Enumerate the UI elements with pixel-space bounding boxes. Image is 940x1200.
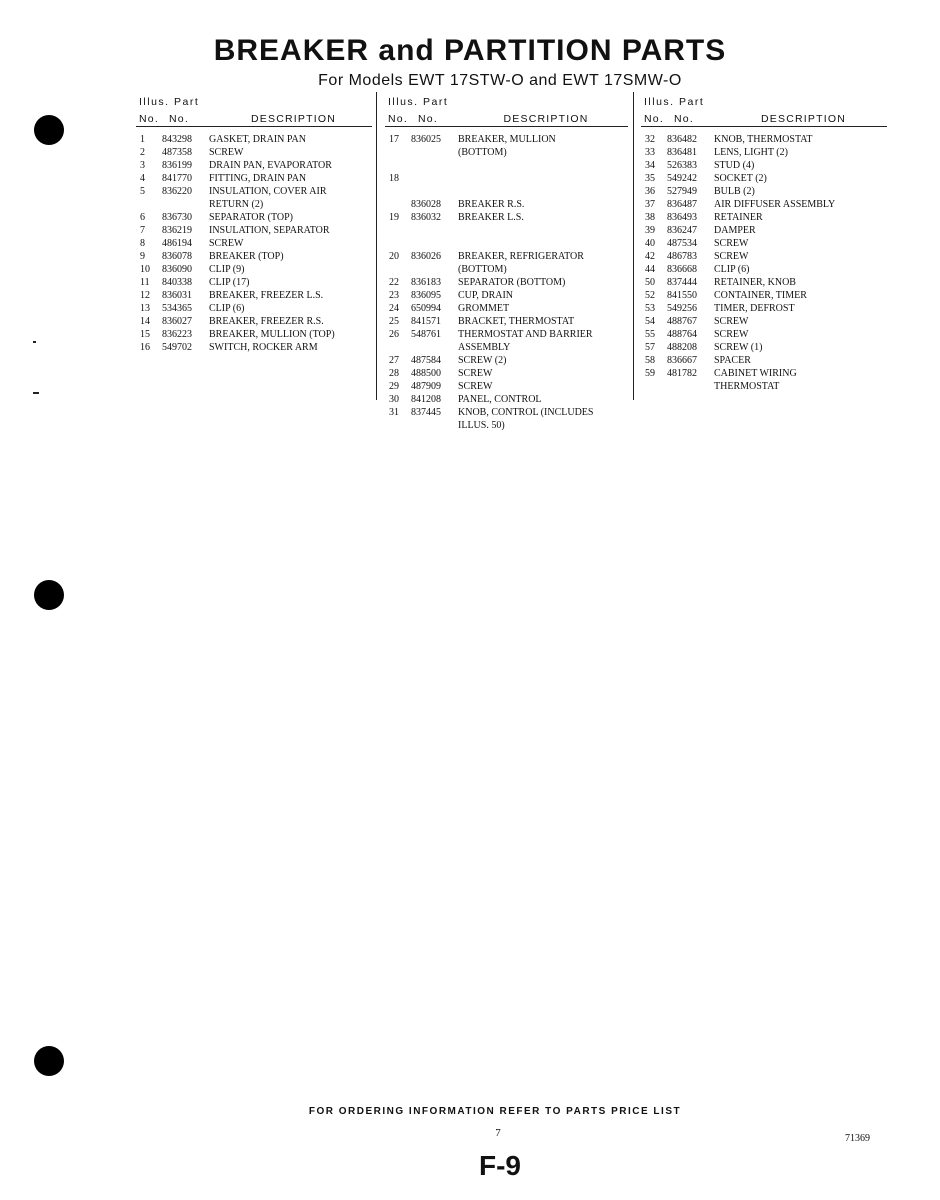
table-row <box>385 289 628 302</box>
table-row <box>641 367 887 380</box>
table-row <box>385 146 628 159</box>
part-description: ASSEMBLY <box>458 342 511 353</box>
illus-number: 3 <box>140 160 145 171</box>
table-row <box>385 211 628 224</box>
table-row <box>385 250 628 263</box>
illus-number <box>385 419 411 432</box>
table-row <box>136 185 372 198</box>
part-number: 836078 <box>162 251 192 262</box>
part-number <box>411 159 458 172</box>
part-description: SCREW <box>209 238 244 249</box>
illus-number: 27 <box>389 355 399 366</box>
part-number: 837444 <box>667 277 697 288</box>
part-description: BREAKER, MULLION <box>458 134 556 145</box>
illus-number <box>385 198 411 211</box>
table-row <box>136 250 372 263</box>
table-row <box>641 224 887 237</box>
header-illus-no: No. <box>644 113 664 125</box>
table-row <box>136 133 372 146</box>
part-description: KNOB, CONTROL (INCLUDES <box>458 407 594 418</box>
part-description: INSULATION, SEPARATOR <box>209 225 330 236</box>
part-number: 836482 <box>667 134 697 145</box>
part-number: 837445 <box>411 407 441 418</box>
header-description: DESCRIPTION <box>761 113 846 125</box>
part-number: 836199 <box>162 160 192 171</box>
table-row <box>641 211 887 224</box>
table-row <box>385 328 628 341</box>
parts-column-2 <box>385 96 628 431</box>
part-number: 527949 <box>667 186 697 197</box>
column-header <box>385 109 628 127</box>
illus-number: 1 <box>140 134 145 145</box>
part-number: 836183 <box>411 277 441 288</box>
part-number: 836730 <box>162 212 192 223</box>
part-number <box>411 237 458 250</box>
table-row <box>641 328 887 341</box>
table-row <box>136 263 372 276</box>
illus-number: 30 <box>389 394 399 405</box>
parts-column-3 <box>641 96 887 401</box>
illus-number: 53 <box>645 303 655 314</box>
table-row <box>136 302 372 315</box>
illus-number <box>641 380 667 393</box>
table-row <box>385 263 628 276</box>
illus-number: 5 <box>140 186 145 197</box>
part-number: 548761 <box>411 329 441 340</box>
part-description: SWITCH, ROCKER ARM <box>209 342 318 353</box>
table-row <box>641 276 887 289</box>
table-row <box>641 146 887 159</box>
part-description: PANEL, CONTROL <box>458 394 542 405</box>
illus-number: 4 <box>140 173 145 184</box>
models-subtitle: For Models EWT 17STW-O and EWT 17SMW-O <box>318 72 682 89</box>
part-description: STUD (4) <box>714 160 755 171</box>
illus-number: 35 <box>645 173 655 184</box>
header-part-no: No. <box>418 113 438 125</box>
part-number: 841571 <box>411 316 441 327</box>
illus-number <box>385 263 411 276</box>
illus-number: 40 <box>645 238 655 249</box>
part-description: SCREW (1) <box>714 342 763 353</box>
illus-number <box>385 185 411 198</box>
part-description: BREAKER L.S. <box>458 212 524 223</box>
table-row <box>136 224 372 237</box>
binder-hole-middle <box>34 580 64 610</box>
table-row <box>385 159 628 172</box>
column-header-illus-part: Illus. Part <box>644 96 705 108</box>
part-number: 487909 <box>411 381 441 392</box>
table-row <box>385 172 628 185</box>
part-description <box>458 185 628 198</box>
illus-number: 36 <box>645 186 655 197</box>
illus-number: 8 <box>140 238 145 249</box>
part-number: 488767 <box>667 316 697 327</box>
illus-number: 6 <box>140 212 145 223</box>
header-part-no: No. <box>169 113 189 125</box>
table-row <box>385 315 628 328</box>
part-number: 549256 <box>667 303 697 314</box>
illus-number: 52 <box>645 290 655 301</box>
part-number: 841770 <box>162 173 192 184</box>
part-number: 650994 <box>411 303 441 314</box>
binder-hole-top <box>34 115 64 145</box>
part-number: 840338 <box>162 277 192 288</box>
part-description: TIMER, DEFROST <box>714 303 795 314</box>
illus-number: 50 <box>645 277 655 288</box>
table-row <box>641 354 887 367</box>
part-number <box>411 419 458 432</box>
table-row <box>641 302 887 315</box>
table-row <box>641 289 887 302</box>
part-description: SEPARATOR (TOP) <box>209 212 294 223</box>
illus-number: 59 <box>645 368 655 379</box>
part-number: 486783 <box>667 251 697 262</box>
table-row <box>136 159 372 172</box>
part-number: 481782 <box>667 368 697 379</box>
ordering-note: FOR ORDERING INFORMATION REFER TO PARTS PRICE LIST <box>308 1106 682 1117</box>
table-row <box>641 237 887 250</box>
part-number: 836032 <box>411 212 441 223</box>
binder-hole-bottom <box>34 1046 64 1076</box>
table-row <box>641 185 887 198</box>
part-number: 836220 <box>162 186 192 197</box>
part-description <box>458 224 628 237</box>
illus-number: 44 <box>645 264 655 275</box>
part-description: SCREW <box>714 238 749 249</box>
part-description: BREAKER (TOP) <box>209 251 284 262</box>
part-number: 486194 <box>162 238 192 249</box>
part-number <box>411 172 458 185</box>
illus-number: 23 <box>389 290 399 301</box>
part-description: FITTING, DRAIN PAN <box>209 173 307 184</box>
illus-number: 33 <box>645 147 655 158</box>
part-description: KNOB, THERMOSTAT <box>714 134 813 145</box>
table-row <box>385 198 628 211</box>
parts-rows <box>136 133 372 354</box>
illus-number: 54 <box>645 316 655 327</box>
table-row <box>136 146 372 159</box>
table-row <box>641 250 887 263</box>
illus-number: 15 <box>140 329 150 340</box>
table-row <box>641 263 887 276</box>
part-description: SOCKET (2) <box>714 173 767 184</box>
part-number: 836219 <box>162 225 192 236</box>
part-description: CUP, DRAIN <box>458 290 514 301</box>
illus-number: 58 <box>645 355 655 366</box>
part-description: GASKET, DRAIN PAN <box>209 134 306 145</box>
part-description: BRACKET, THERMOSTAT <box>458 316 575 327</box>
part-number: 836027 <box>162 316 192 327</box>
part-description: AIR DIFFUSER ASSEMBLY <box>714 199 836 210</box>
part-description: SCREW <box>458 368 493 379</box>
part-description <box>458 237 628 250</box>
table-row <box>641 159 887 172</box>
part-description: CABINET WIRING <box>714 368 797 379</box>
illus-number: 25 <box>389 316 399 327</box>
parts-rows <box>385 133 628 432</box>
table-row <box>385 224 628 237</box>
part-number: 836487 <box>667 199 697 210</box>
illus-number: 7 <box>140 225 145 236</box>
table-row <box>136 289 372 302</box>
part-description: BREAKER, REFRIGERATOR <box>458 251 584 262</box>
illus-number: 12 <box>140 290 150 301</box>
part-number <box>411 341 458 354</box>
illus-number: 20 <box>389 251 399 262</box>
illus-number: 29 <box>389 381 399 392</box>
illus-number: 34 <box>645 160 655 171</box>
part-number: 836095 <box>411 290 441 301</box>
illus-number <box>385 146 411 159</box>
part-description: DAMPER <box>714 225 756 236</box>
part-description: SCREW <box>458 381 493 392</box>
part-description: CLIP (6) <box>714 264 750 275</box>
header-description: DESCRIPTION <box>503 113 589 125</box>
part-number: 488764 <box>667 329 697 340</box>
column-divider <box>633 92 634 400</box>
header-illus-no: No. <box>388 113 408 125</box>
margin-mark <box>33 341 36 343</box>
illus-number: 38 <box>645 212 655 223</box>
table-row <box>385 237 628 250</box>
part-description: THERMOSTAT AND BARRIER <box>458 329 593 340</box>
part-description: RETAINER <box>714 212 763 223</box>
part-number <box>162 198 209 211</box>
part-number: 836481 <box>667 147 697 158</box>
header-part-no: No. <box>674 113 694 125</box>
part-number: 488208 <box>667 342 697 353</box>
part-number <box>411 224 458 237</box>
part-description: INSULATION, COVER AIR <box>209 186 327 197</box>
part-number: 487584 <box>411 355 441 366</box>
illus-number: 37 <box>645 199 655 210</box>
part-number: 549702 <box>162 342 192 353</box>
part-description <box>458 172 628 185</box>
table-row <box>641 341 887 354</box>
parts-rows <box>641 133 887 393</box>
part-description: (BOTTOM) <box>458 264 507 275</box>
table-row <box>136 198 372 211</box>
part-description: SCREW <box>714 316 749 327</box>
table-row <box>136 328 372 341</box>
part-description: RETURN (2) <box>209 199 264 210</box>
part-number: 836090 <box>162 264 192 275</box>
table-row <box>385 276 628 289</box>
table-row <box>385 185 628 198</box>
illus-number: 39 <box>645 225 655 236</box>
table-row <box>136 237 372 250</box>
table-row <box>641 380 887 393</box>
illus-number: 55 <box>645 329 655 340</box>
part-description: SPACER <box>714 355 751 366</box>
illus-number: 13 <box>140 303 150 314</box>
part-description: GROMMET <box>458 303 510 314</box>
part-number: 836223 <box>162 329 192 340</box>
part-number: 841208 <box>411 394 441 405</box>
part-number: 836031 <box>162 290 192 301</box>
illus-number: 9 <box>140 251 145 262</box>
part-number: 836493 <box>667 212 697 223</box>
part-description: CLIP (6) <box>209 303 245 314</box>
illus-number: 42 <box>645 251 655 262</box>
column-header <box>136 109 372 127</box>
part-description: (BOTTOM) <box>458 147 507 158</box>
document-number: 71369 <box>845 1133 870 1144</box>
table-row <box>641 198 887 211</box>
table-row <box>641 315 887 328</box>
table-row <box>136 211 372 224</box>
part-description: THERMOSTAT <box>714 381 780 392</box>
table-row <box>385 393 628 406</box>
part-number <box>411 263 458 276</box>
part-description: BREAKER, FREEZER L.S. <box>209 290 324 301</box>
illus-number: 19 <box>389 212 399 223</box>
page-title: BREAKER and PARTITION PARTS <box>213 34 727 67</box>
part-description <box>458 159 628 172</box>
part-description: SEPARATOR (BOTTOM) <box>458 277 566 288</box>
table-row <box>385 354 628 367</box>
table-row <box>641 172 887 185</box>
table-row <box>385 133 628 146</box>
part-description: DRAIN PAN, EVAPORATOR <box>209 160 332 171</box>
header-illus-no: No. <box>139 113 159 125</box>
illus-number: 24 <box>389 303 399 314</box>
illus-number: 22 <box>389 277 399 288</box>
part-description: BREAKER, MULLION (TOP) <box>209 329 335 340</box>
table-row <box>385 341 628 354</box>
table-row <box>136 315 372 328</box>
part-number: 488500 <box>411 368 441 379</box>
part-description: BREAKER, FREEZER R.S. <box>209 316 324 327</box>
header-description: DESCRIPTION <box>251 113 336 125</box>
part-number: 836026 <box>411 251 441 262</box>
illus-number <box>385 224 411 237</box>
illus-number: 14 <box>140 316 150 327</box>
part-number: 843298 <box>162 134 192 145</box>
illus-number: 10 <box>140 264 150 275</box>
part-description: RETAINER, KNOB <box>714 277 796 288</box>
part-number: 841550 <box>667 290 697 301</box>
illus-number: 26 <box>389 329 399 340</box>
part-number: 836028 <box>411 199 441 210</box>
part-description: SCREW <box>209 147 244 158</box>
part-number: 487534 <box>667 238 697 249</box>
part-number: 526383 <box>667 160 697 171</box>
column-header-illus-part: Illus. Part <box>139 96 200 108</box>
table-row <box>136 341 372 354</box>
illus-number: 28 <box>389 368 399 379</box>
part-number <box>411 146 458 159</box>
part-description: SCREW <box>714 251 749 262</box>
table-row <box>385 302 628 315</box>
part-description: BULB (2) <box>714 186 755 197</box>
part-description: CLIP (17) <box>209 277 250 288</box>
column-header <box>641 109 887 127</box>
illus-number: 31 <box>389 407 399 418</box>
table-row <box>385 419 628 432</box>
part-description: BREAKER R.S. <box>458 199 525 210</box>
illus-number <box>385 341 411 354</box>
part-number: 836668 <box>667 264 697 275</box>
part-description: CLIP (9) <box>209 264 245 275</box>
part-number <box>667 380 714 393</box>
parts-column-1 <box>136 96 372 401</box>
part-description: CONTAINER, TIMER <box>714 290 807 301</box>
part-number: 836667 <box>667 355 697 366</box>
part-number <box>411 185 458 198</box>
part-number: 534365 <box>162 303 192 314</box>
column-header-illus-part: Illus. Part <box>388 96 449 108</box>
page-number: 7 <box>495 1127 501 1139</box>
table-row <box>385 367 628 380</box>
table-row <box>641 133 887 146</box>
illus-number: 18 <box>389 173 399 184</box>
illus-number: 17 <box>389 134 399 145</box>
part-description: LENS, LIGHT (2) <box>714 147 788 158</box>
part-description: SCREW (2) <box>458 355 507 366</box>
illus-number: 11 <box>140 277 150 288</box>
section-label: F-9 <box>479 1150 521 1181</box>
table-row <box>385 380 628 393</box>
part-description: ILLUS. 50) <box>458 420 505 431</box>
illus-number: 16 <box>140 342 150 353</box>
table-row <box>136 276 372 289</box>
illus-number: 2 <box>140 147 145 158</box>
margin-mark <box>33 392 39 394</box>
column-divider <box>376 92 377 400</box>
table-row <box>385 406 628 419</box>
part-number: 487358 <box>162 147 192 158</box>
illus-number <box>136 198 162 211</box>
table-row <box>136 172 372 185</box>
part-number: 836247 <box>667 225 697 236</box>
illus-number <box>385 159 411 172</box>
illus-number: 32 <box>645 134 655 145</box>
illus-number <box>385 237 411 250</box>
part-number: 836025 <box>411 134 441 145</box>
part-description: SCREW <box>714 329 749 340</box>
illus-number: 57 <box>645 342 655 353</box>
part-number: 549242 <box>667 173 697 184</box>
